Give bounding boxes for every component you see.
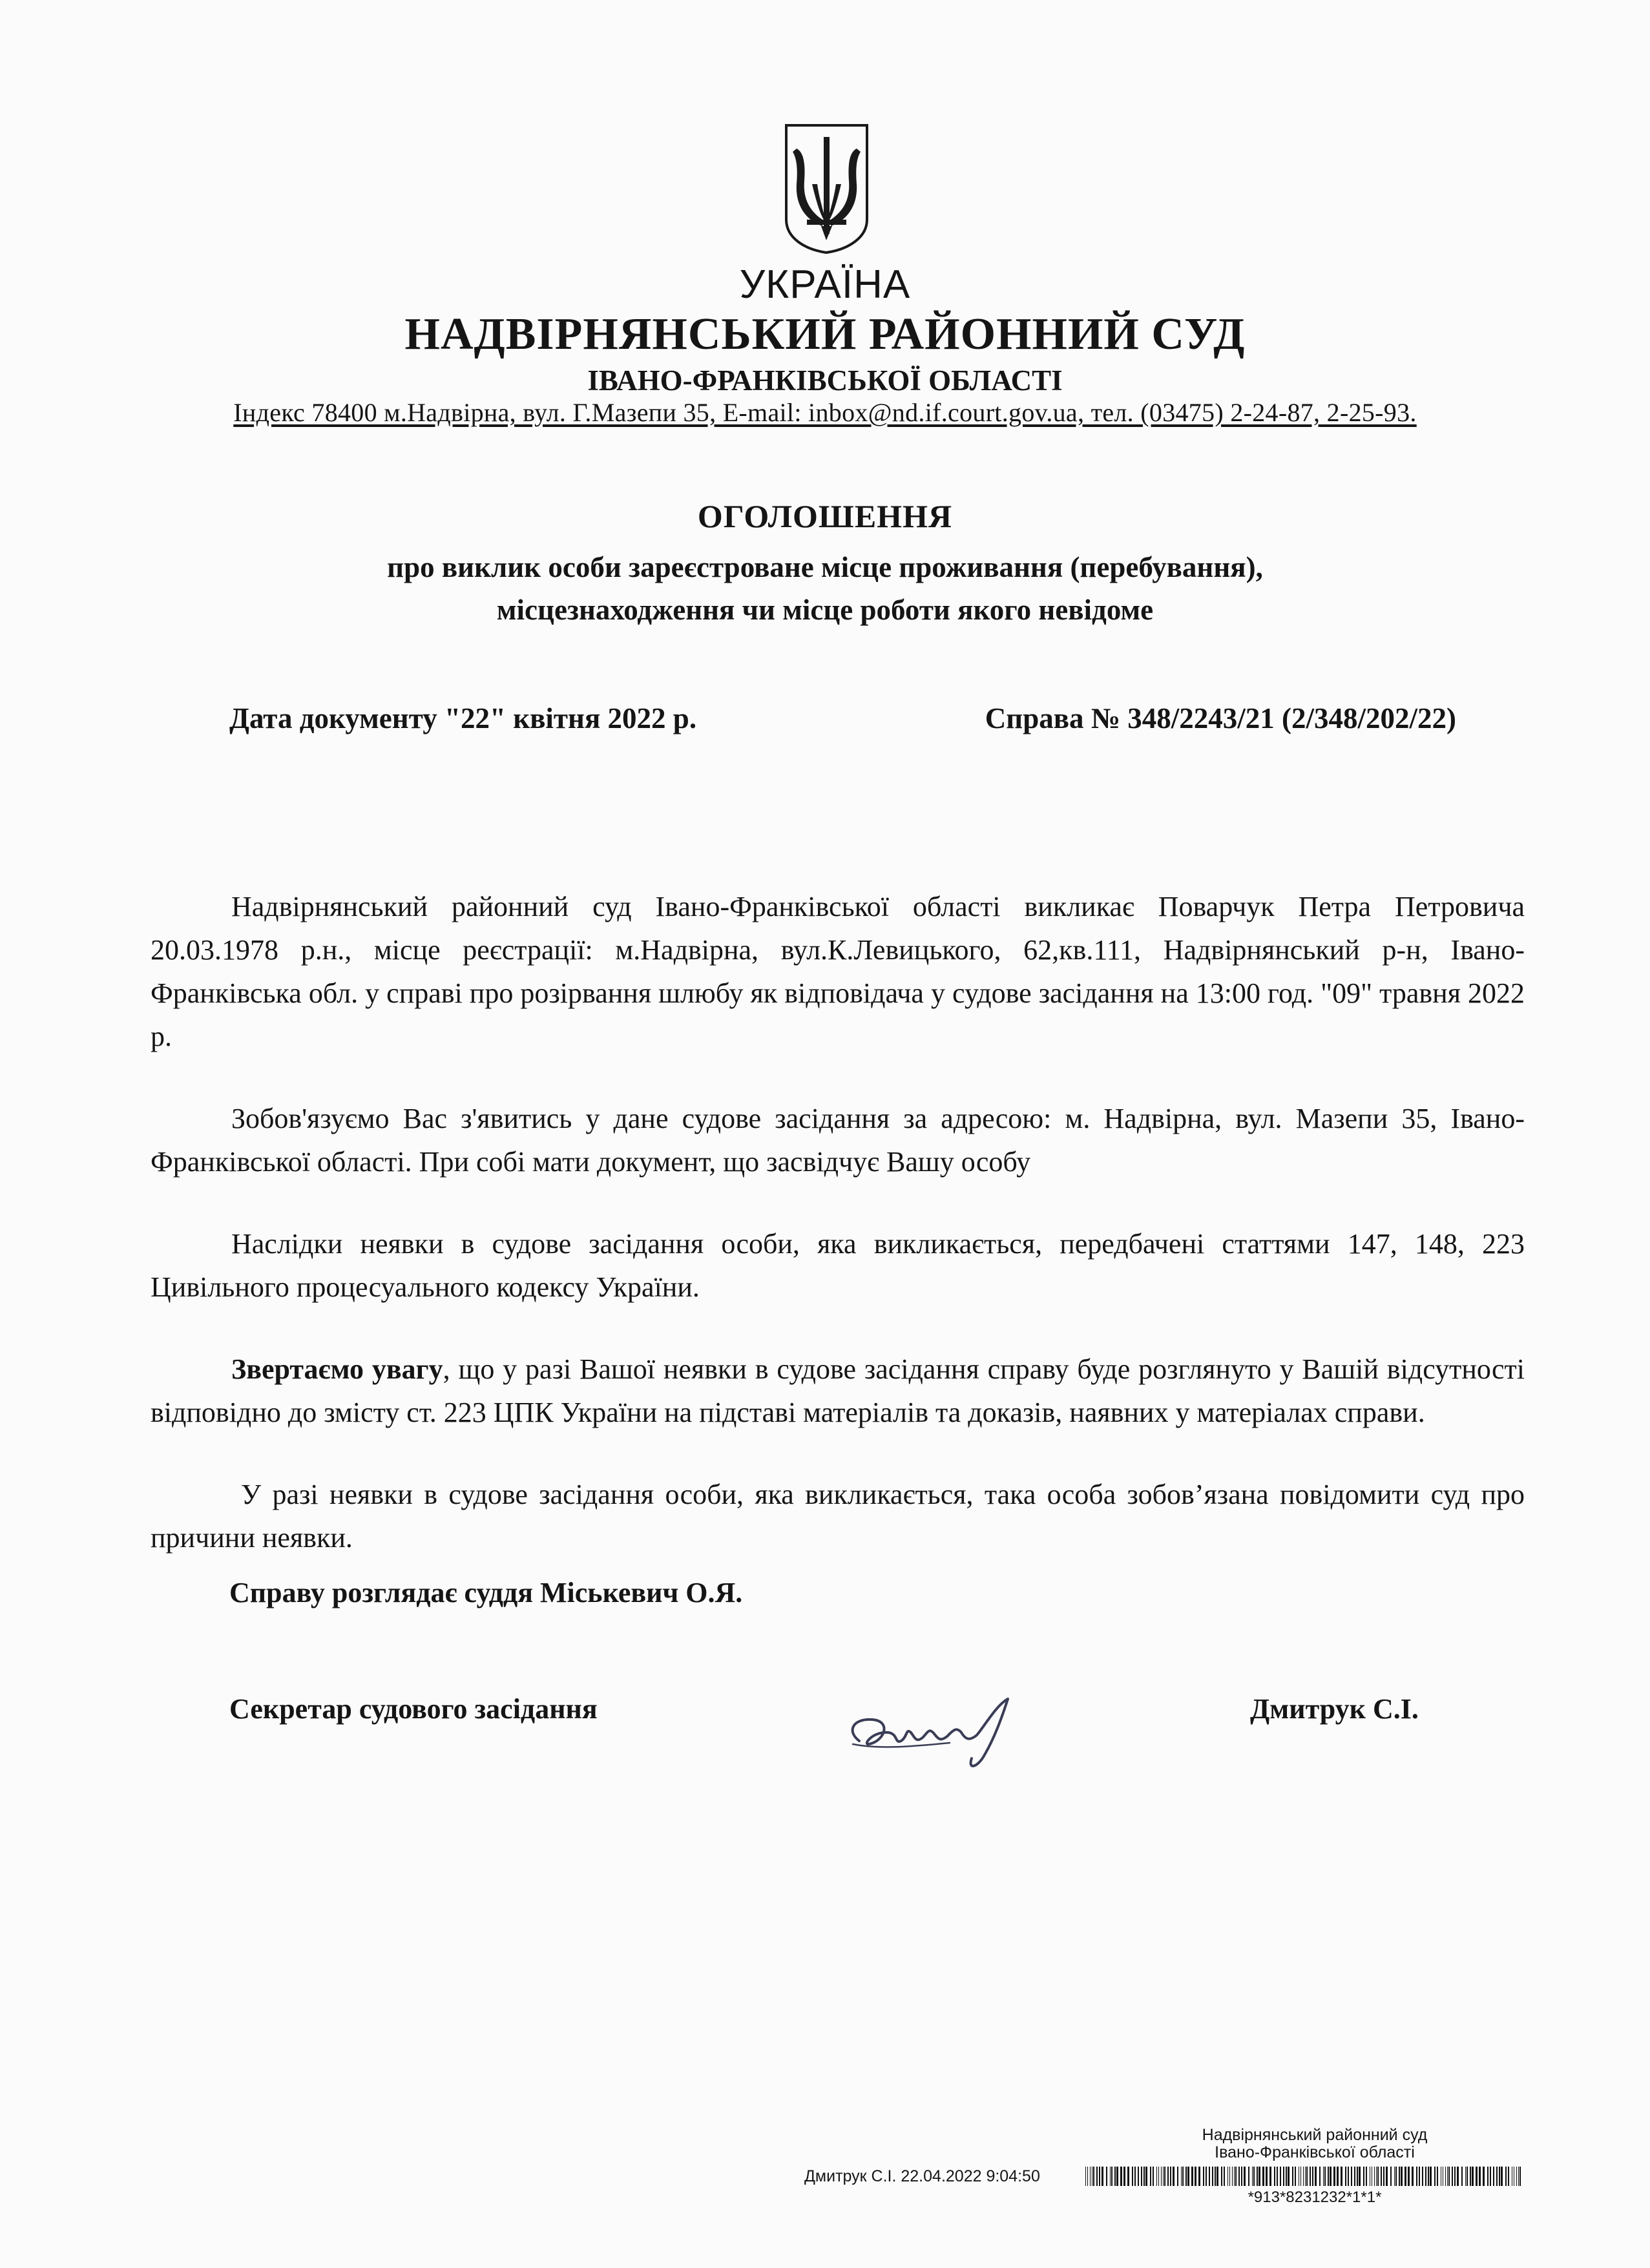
notice-body (151, 885, 1525, 1559)
notice-subtitle-line-2: місцезнаходження чи місце роботи якого невідоме (496, 594, 1154, 626)
handwritten-signature (833, 1680, 1040, 1776)
court-name: НАДВІРНЯНСЬКИЙ РАЙОННИЙ СУД (404, 309, 1246, 359)
court-address: Індекс 78400 м.Надвірна, вул. Г.Мазепи 35, E-mail: inbox@nd.if.court.gov.ua, тел. (03475) 2-24-87, 2-25-93. (233, 398, 1417, 427)
stamp-region: Івано-Франківської області (1215, 2143, 1415, 2161)
court-region: ІВАНО-ФРАНКІВСЬКОЇ ОБЛАСТІ (587, 364, 1063, 397)
barcode-number: *913*8231232*1*1* (1248, 2189, 1382, 2206)
trident-emblem-icon (784, 123, 870, 255)
paragraph-consequences: Наслідки неявки в судове засідання особи, яка викликається, передбачені статтями 147, 148, 223 Цивільного процесуального кодексу України. (151, 1228, 1525, 1303)
paragraph-notify-reason: У разі неявки в судове засідання особи, яка викликається, така особа зобов’язана повідомити суд про причини неявки. (151, 1479, 1525, 1554)
case-number: Справа № 348/2243/21 (2/348/202/22) (985, 702, 1456, 734)
notice-subtitle-line-1: про виклик особи зареєстроване місце проживання (перебування), (387, 551, 1263, 583)
stamp-signer-timestamp: Дмитрук С.І. 22.04.2022 9:04:50 (804, 2167, 1040, 2185)
document-date: Дата документу "22" квітня 2022 р. (229, 702, 697, 734)
barcode-icon (1085, 2167, 1525, 2186)
country-name: УКРАЇНА (739, 262, 911, 307)
paragraph-summons: Надвірнянський районний суд Івано-Франківської області викликає Поварчук Петра Петровича 20.03.1978 р.н., місце реєстрації: м.Надвірна, вул.К.Левицького, 62,кв.111, Надвірнянський р-н, Івано- Франківська обл. у справі про розірвання шлюбу як відповідача у судове засідання на 13:00 год. "09" травня 2022 р. (151, 891, 1525, 1052)
attention-text: , що у разі Вашої неявки в судове засідання справу буде розглянуто у Вашій відсутності відповідно до змісту ст. 223 ЦПК України на підставі матеріалів та доказів, наявних у матеріалах справи. (151, 1353, 1525, 1428)
judge-line: Справу розглядає суддя Міськевич О.Я. (229, 1577, 743, 1608)
secretary-label: Секретар судового засідання (229, 1693, 598, 1725)
stamp-court: Надвірнянський районний суд (1202, 2126, 1428, 2144)
secretary-name: Дмитрук С.І. (1250, 1693, 1419, 1725)
notice-subtitle (0, 546, 1650, 631)
paragraph-attention (151, 1347, 1525, 1434)
notice-title: ОГОЛОШЕННЯ (697, 498, 953, 534)
attention-lead: Звертаємо увагу (231, 1353, 443, 1385)
paragraph-obligation: Зобов'язуємо Вас з'явитись у дане судове засідання за адресою: м. Надвірна, вул. Мазепи 35, Івано-Франківської області. При собі мати документ, що засвідчує Вашу особу (151, 1103, 1525, 1178)
